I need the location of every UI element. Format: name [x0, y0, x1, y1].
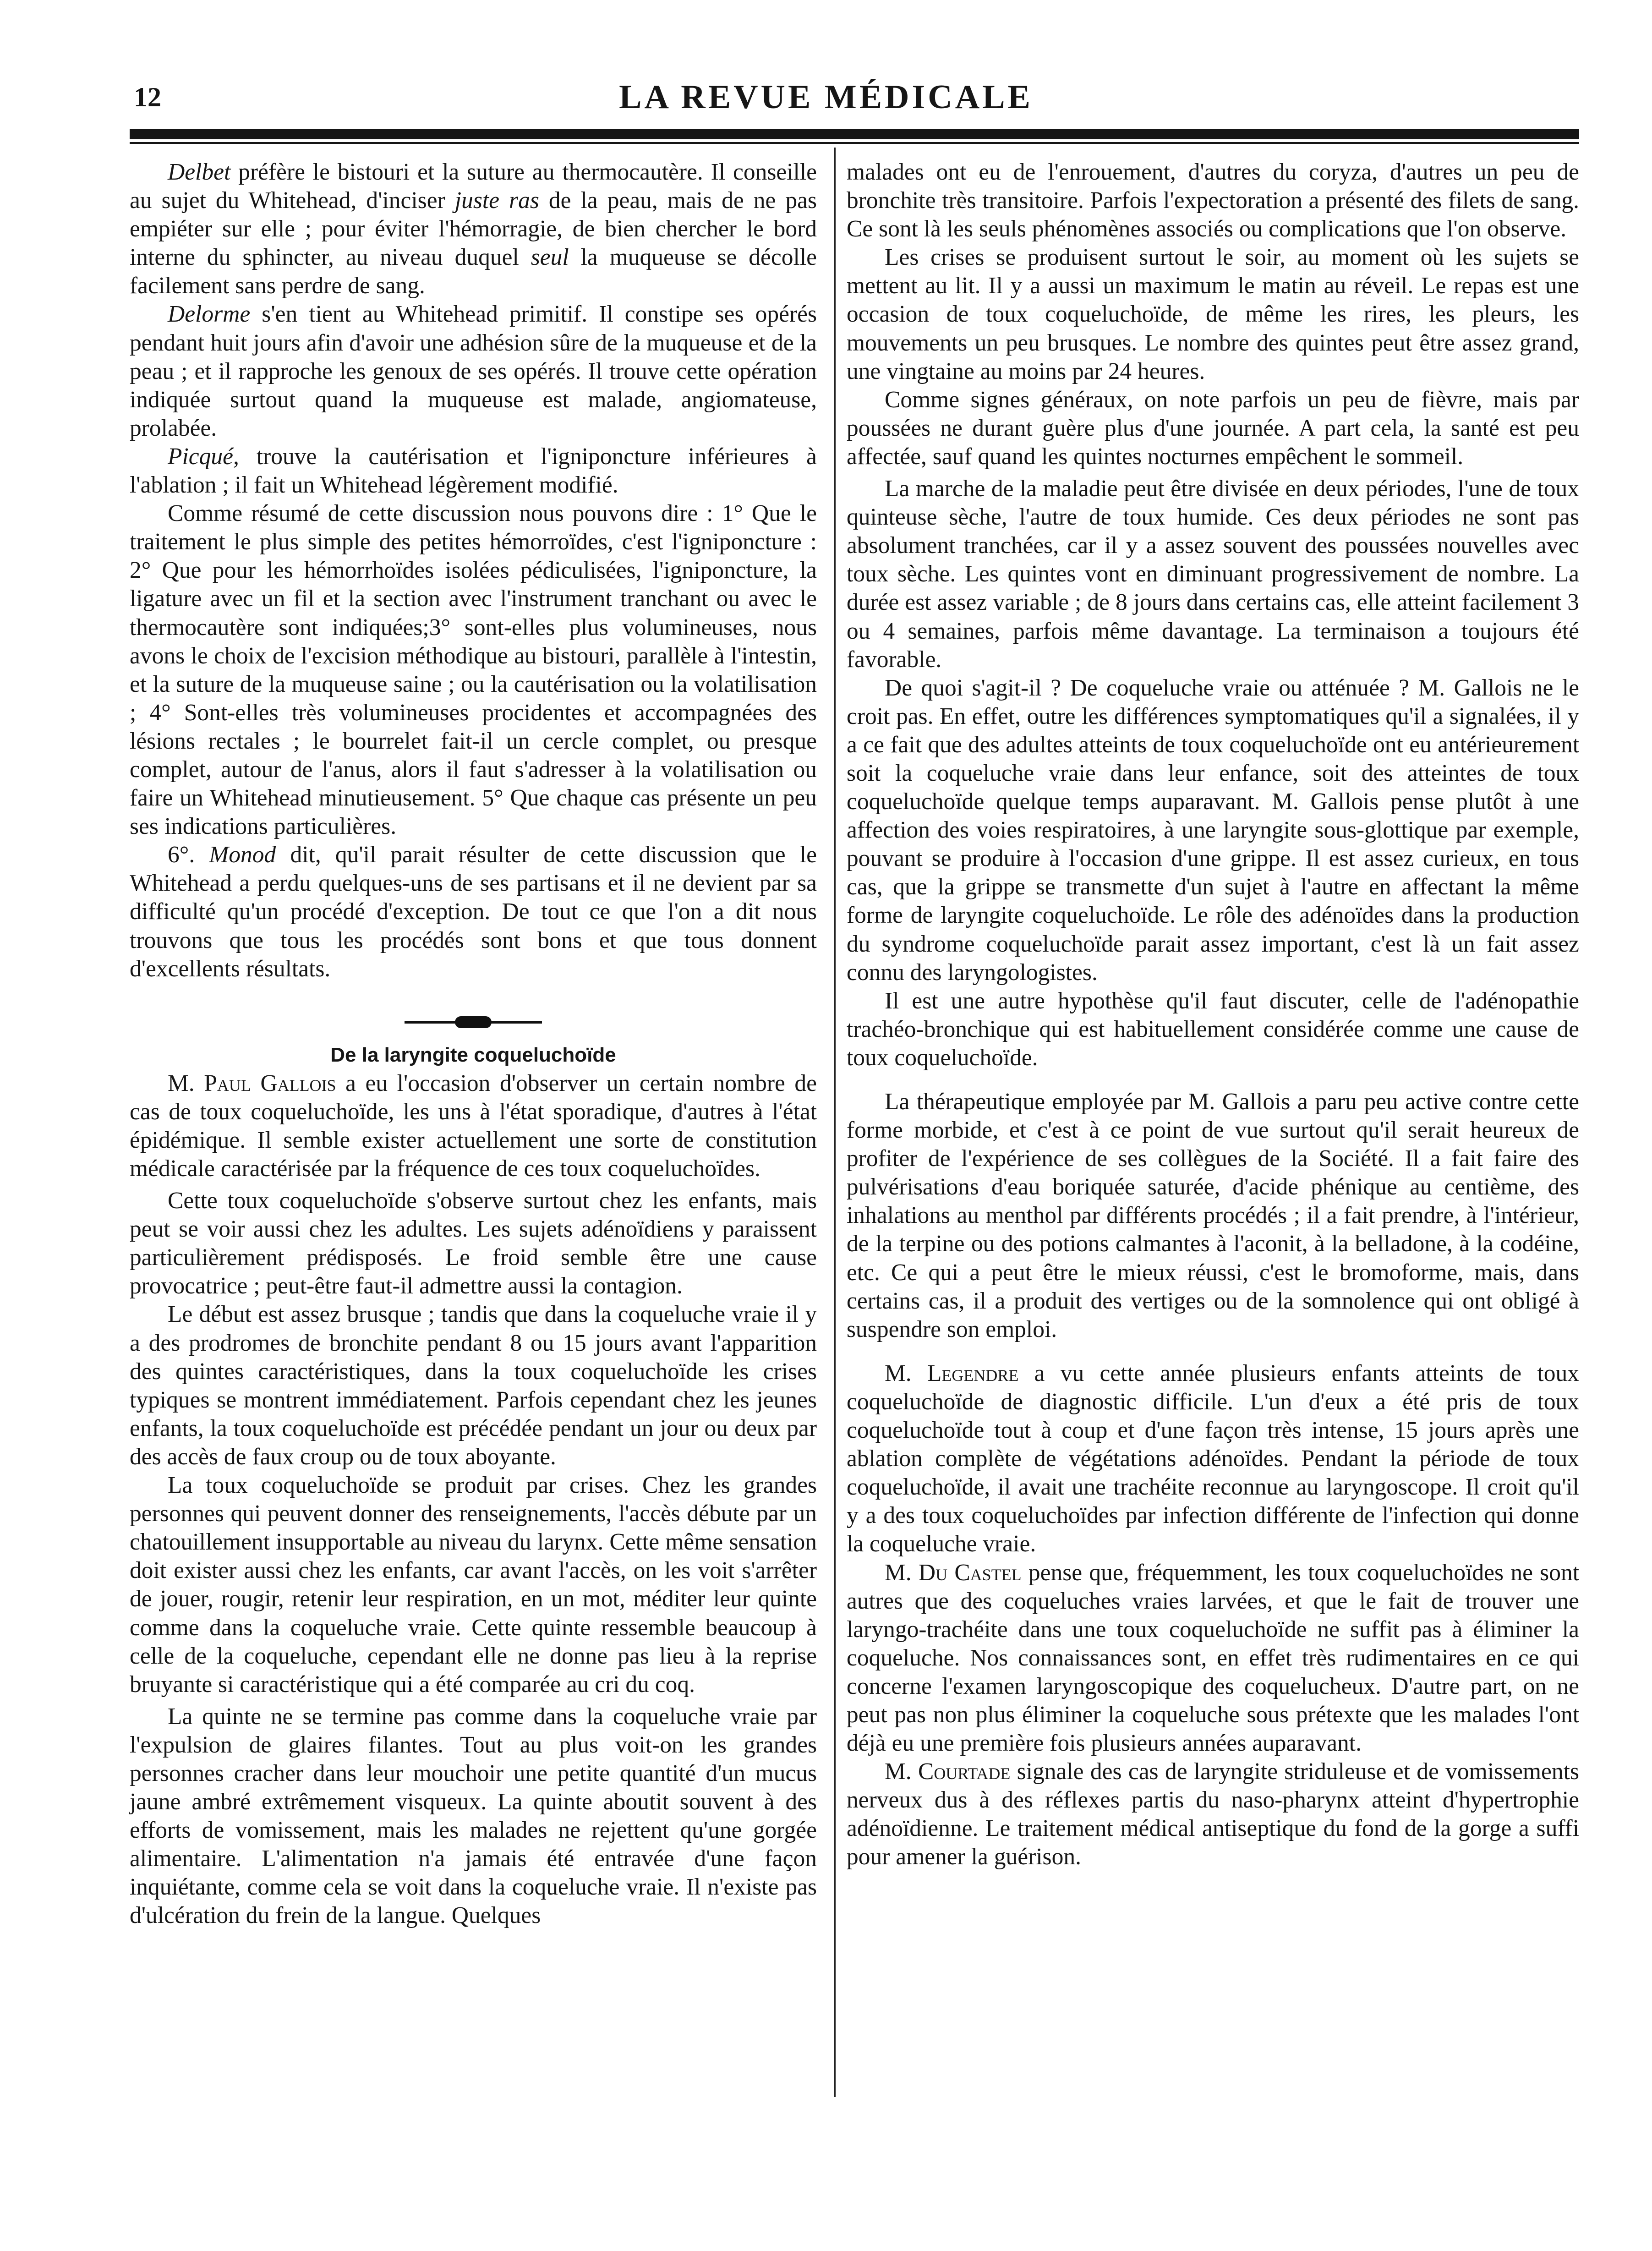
author-name: Legendre: [927, 1360, 1019, 1386]
emphasis: seul: [531, 244, 569, 271]
page-number: 12: [134, 82, 161, 112]
emphasis: juste ras: [454, 187, 539, 214]
paragraph-debut: Le début est assez brusque ; tandis que dans la coqueluche vraie il y a des prodromes de bronchite pendant 8 ou 15 jours avant l'apparition des quintes caractéristiques, dans la toux coqueluchoïde les crises typiques se montrent immédiatement. Parfois cependant chez les jeunes enfants, la toux coqueluchoïde est précédée pendant un jour ou deux par des accès de faux croup ou de toux aboyante.: [130, 1301, 817, 1470]
paragraph-text: a eu l'occasion d'observer un certain nombre de cas de toux coqueluchoïde, les uns à l'état sporadique, d'autres à l'état épidémique. Il semble exister actuellement une sorte de constitution médicale caractérisée par la fréquence de ces toux coqueluchoïdes.: [130, 1070, 817, 1182]
paragraph-delorme: [130, 300, 817, 442]
paragraph-text: a vu cette année plusieurs enfants atteints de toux coqueluchoïde de diagnostic difficile. L'un d'eux a été pris de toux coqueluchoïde tout à coup et d'une façon très intense, 15 jours après une ablation complète de végétations adénoïdes. Pendant la période de toux coqueluchoïde, il avait une trachéite reconnue au laryngoscope. Il croit qu'il y a des toux coqueluchoïdes par infection différente de l'infection qui donne la coqueluche vraie.: [847, 1360, 1579, 1557]
paragraph-prefix: M.: [885, 1360, 927, 1386]
paragraph-marche: La marche de la maladie peut être divisée en deux périodes, l'une de toux quinteuse sèche, l'autre de toux humide. Ces deux périodes ne sont pas absolument tranchées, car il y a assez souvent des poussées nouvelles avec toux sèche. Les quintes vont en diminuant progressivement de nombre. La durée est assez variable ; de 8 jours dans certains cas, elle atteint facilement 3 ou 4 semaines, parfois même davantage. La terminaison a toujours été favorable.: [847, 476, 1579, 673]
paragraph-courtade: [847, 1758, 1579, 1871]
paragraph-prefix: M.: [168, 1070, 204, 1096]
section-title: De la laryngite coqueluchoïde: [330, 1043, 616, 1066]
author-name: Courtade: [918, 1758, 1011, 1785]
paragraph-toux-adultes: Cette toux coqueluchoïde s'observe surtout chez les enfants, mais peut se voir aussi chez les adultes. Les sujets adénoïdiens y paraissent particulièrement prédisposés. Le froid semble être une cause provocatrice ; peut-être faut-il admettre aussi la contagion.: [130, 1188, 817, 1299]
header-rule-thick: [130, 129, 1579, 139]
separator-dots: [455, 1016, 492, 1028]
paragraph-monod: [130, 841, 817, 983]
paragraph-text: s'en tient au Whitehead primitif. Il constipe ses opérés pendant huit jours afin d'avoir une adhésion sûre de la muqueuse et de la peau ; et il rapproche les genoux de ses opérés. Il trouve cette opération indiquée surtout quand la muqueuse est malade, angiomateuse, prolabée.: [130, 301, 817, 441]
paragraph-prefix: M.: [885, 1559, 919, 1586]
author-name: Du Castel: [918, 1559, 1022, 1586]
left-column: [130, 158, 817, 1930]
column-divider: [834, 148, 836, 2097]
paragraph-gallois-intro: [130, 1069, 817, 1183]
paragraph-therapeutique: La thérapeutique employée par M. Gallois a paru peu active contre cette forme morbide, et c'est à ce point de vue surtout qu'il serait heureux de profiter de l'expérience de ses collègues de la Société. Il a fait faire des pulvérisations d'eau boriquée saturée, d'acide phénique au centième, des inhalations au menthol par différents procédés ; il a fait prendre, à l'intérieur, de la terpine ou des potions calmantes à l'aconit, à la belladone, à la codéine, etc. Ce qui a peut être le mieux réussi, c'est le bromoforme, mais, dans certains cas, il a produit des vertiges ou de la somnolence qui ont obligé à suspendre son emploi.: [847, 1089, 1579, 1342]
paragraph-text: pense que, fréquemment, les toux coqueluchoïdes ne sont autres que des coqueluches vraies larvées, et que le fait de trouver une laryngo-trachéite dans une toux coqueluchoïde ne suffit pas à éliminer la coqueluche. Nos connaissances sont, en effet très rudimentaires en ce qui concerne l'examen laryngoscopique des coquelucheux. D'autre part, on ne peut pas non plus éliminer la coqueluche sous prétexte que les malades l'ont déjà eu une première fois plusieurs années auparavant.: [847, 1559, 1580, 1757]
author-name: Delbet: [168, 159, 231, 185]
paragraph-prefix: M.: [885, 1758, 919, 1785]
paragraph-text: signale des cas de laryngite striduleuse et de vomissements nerveux dus à des réflexes partis du naso-pharynx atteint d'hypertrophie adénoïdienne. Le traitement médical antiseptique du fond de la gorge a suffi pour amener la guérison.: [847, 1758, 1579, 1870]
running-title: LA REVUE MÉDICALE: [619, 78, 1033, 116]
paragraph-signes-generaux: Comme signes généraux, on note parfois un peu de fièvre, mais par poussées ne durant guère plus d'une journée. A part cela, la santé est peu affectée, sauf quand les quintes nocturnes empêchent le sommeil.: [847, 386, 1579, 470]
paragraph-quinte: La quinte ne se termine pas comme dans la coqueluche vraie par l'expulsion de glaires filantes. Tout au plus voit-on les grandes personnes cracher dans leur mouchoir une petite quantité d'un mucus jaune ambré extrêmement visqueux. La quinte aboutit souvent à des efforts de vomissement, mais les malades ne rejettent qu'une gorgée alimentaire. L'alimentation n'a jamais été entravée d'une façon inquiétante, comme cela se voit dans la coqueluche vraie. Il n'existe pas d'ulcération du frein de la langue. Quelques: [130, 1703, 817, 1929]
author-name: Delorme: [168, 301, 251, 328]
paragraph-crises: La toux coqueluchoïde se produit par crises. Chez les grandes personnes qui peuvent donner des renseignements, l'accès débute par un chatouillement insupportable au niveau du larynx. Cette même sensation doit exister aussi chez les enfants, car avant l'accès, on les voit s'arrêter de jouer, rougir, retenir leur respiration, en un mot, méditer leur quinte comme dans la coqueluche vraie. Cette quinte ressemble beaucoup à celle de la coqueluche, cependant elle ne donne pas lieu à la reprise bruyante si caractéristique qui a été comparée au cri du coq.: [130, 1472, 817, 1698]
paragraph-hypothese: Il est une autre hypothèse qu'il faut discuter, celle de l'adénopathie trachéo-bronchique qui est habituellement considérée comme une cause de toux coqueluchoïde.: [847, 987, 1579, 1071]
section-separator-ornament: [405, 1003, 542, 1040]
author-name: Monod: [209, 842, 276, 868]
paragraph-text: dit, qu'il parait résulter de cette discussion que le Whitehead a perdu quelques-uns de ses partisans et il ne devient par sa difficulté qu'un procédé d'exception. De tout ce que l'on a dit nous trouvons que tous les procédés sont bons et que tous donnent d'excellents résultats.: [130, 842, 817, 982]
paragraph-prefix: 6°.: [168, 842, 209, 868]
paragraph-legendre: [847, 1359, 1579, 1559]
paragraph-picque: [130, 443, 817, 499]
paragraph-crises-soir: Les crises se produisent surtout le soir, au moment où les sujets se mettent au lit. Il y a aussi un maximum le matin au réveil. Le repas est une occasion de toux coqueluchoïde, de même les rires, les pleurs, les mouvements un peu brusques. Le nombre des quintes peut être assez grand, une vingtaine au moins par 24 heures.: [847, 244, 1579, 384]
paragraph-delbet: [130, 158, 817, 300]
author-name: Picqué,: [168, 443, 239, 470]
right-column: [847, 158, 1579, 1872]
paragraph-malades: malades ont eu de l'enrouement, d'autres du coryza, d'autres un peu de bronchite très transitoire. Parfois l'expectoration a présenté des filets de sang. Ce sont là les seuls phénomènes associés ou complications que l'on observe.: [847, 159, 1579, 242]
header-rule-thin: [130, 142, 1579, 144]
paragraph-text: trouve la cautérisation et l'igniponcture inférieures à l'ablation ; il fait un Whitehead légèrement modifié.: [130, 443, 817, 498]
author-name: Paul Gallois: [204, 1070, 336, 1096]
paragraph-de-quoi: De quoi s'agit-il ? De coqueluche vraie ou atténuée ? M. Gallois ne le croit pas. En effet, outre les différences symptomatiques qu'il a signalées, il y a ce fait que des adultes atteints de toux coqueluchoïde ont eu antérieurement soit la coqueluche vraie dans leur enfance, soit des atteintes de toux coqueluchoïde quelque temps auparavant. M. Gallois pense plutôt à une affection des voies respiratoires, à une laryngite sous-glottique par exemple, pouvant se produire à l'occasion d'une grippe. Il est assez curieux, en tous cas, que la grippe se transmette d'un sujet à l'autre en affectant la même forme de laryngite coqueluchoïde. Le rôle des adénoïdes dans la production du syndrome coqueluchoïde parait assez important, c'est là un fait assez connu des laryngologistes.: [847, 674, 1579, 986]
paragraph-du-castel: [847, 1559, 1579, 1758]
paragraph-text: de la peau, mais de ne pas empiéter sur elle ; pour éviter l'hémorragie, de bien chercher le bord interne du sphincter, au niveau duquel: [130, 187, 817, 271]
paragraph-resume: Comme résumé de cette discussion nous pouvons dire : 1° Que le traitement le plus simple des petites hémorroïdes, c'est l'igniponcture : 2° Que pour les hémorrhoïdes isolées pédiculisées, l'igniponcture, la ligature avec un fil et la section avec l'instrument tranchant ou avec le thermocautère sont indiquées;3° sont-elles plus volumineuses, nous avons le choix de l'excision méthodique au bistouri, parallèle à l'intestin, et la suture de la muqueuse saine ; ou la cautérisation ou la volatilisation ; 4° Sont-elles très volumineuses procidentes et accompagnées des lésions rectales ; le bourrelet fait-il un cercle complet, ou presque complet, autour de l'anus, alors il faut s'adresser à la volatilisation ou faire un Whitehead minutieusement. 5° Que chaque cas présente un peu ses indications particulières.: [130, 500, 817, 840]
paragraph-text: la muqueuse se décolle facilement sans perdre de sang.: [130, 244, 817, 299]
paragraph-text: préfère le bistouri et la suture au thermocautère. Il conseille au sujet du Whitehead, d'inciser: [130, 159, 817, 214]
